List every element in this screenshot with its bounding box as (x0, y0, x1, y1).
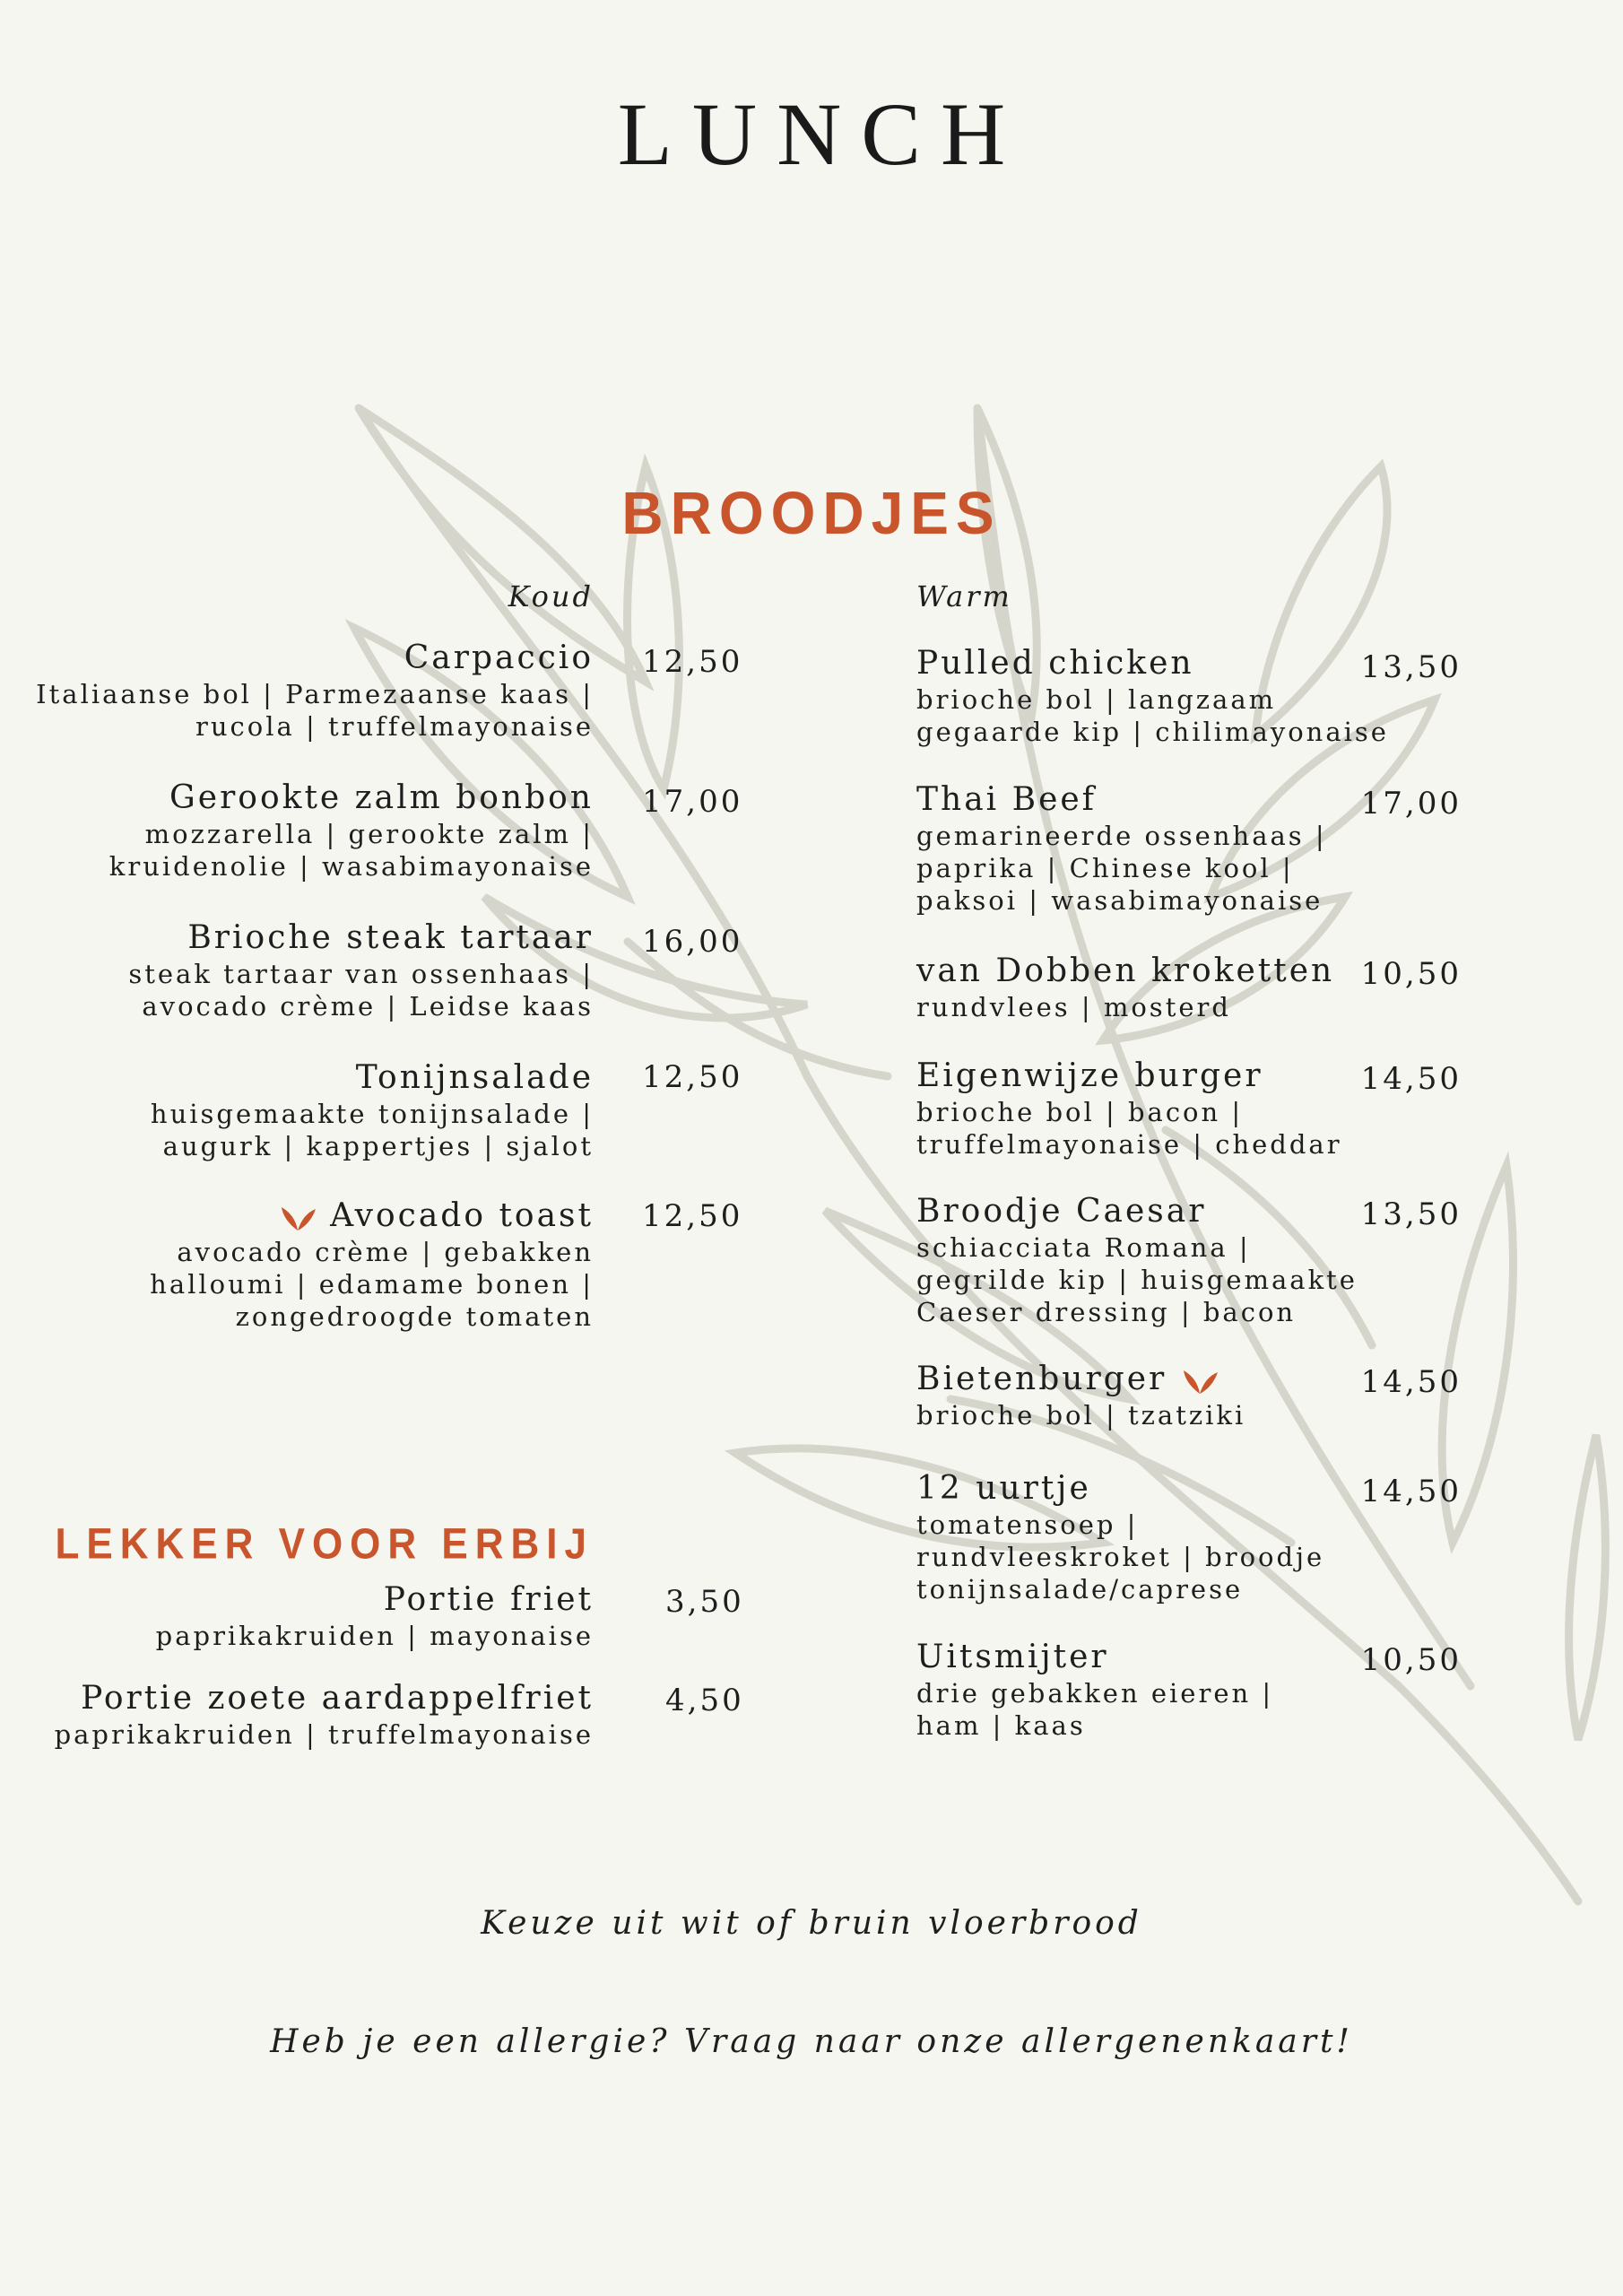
item-desc: brioche bol | langzaam (916, 684, 1277, 715)
item-name: Avocado toast (330, 1197, 594, 1234)
item-desc: steak tartaar van ossenhaas | (128, 959, 594, 989)
menu-item-bietenburger (916, 1360, 1419, 1431)
item-desc: rundvlees | mosterd (916, 992, 1231, 1022)
menu-item-broodje-caesar (916, 1192, 1419, 1328)
item-price: 13,50 (1360, 649, 1462, 685)
menu-item-portie-zoete-aardappelfriet (0, 1679, 594, 1751)
vegetarian-leaf-icon (278, 1204, 317, 1232)
item-desc: avocado crème | Leidse kaas (142, 991, 594, 1022)
page-title: LUNCH (617, 84, 1026, 184)
menu-item-avocado-toast (0, 1196, 594, 1333)
item-desc: rundvleeskroket | broodje (916, 1542, 1325, 1572)
item-name: van Dobben kroketten (916, 952, 1335, 989)
item-desc: brioche bol | tzatziki (916, 1400, 1246, 1431)
item-name: Portie zoete aardappelfriet (81, 1680, 594, 1717)
item-name: 12 uurtje (916, 1470, 1091, 1507)
warm-label: Warm (916, 579, 1012, 613)
item-price: 12,50 (642, 1198, 743, 1234)
item-price: 13,50 (1360, 1196, 1462, 1232)
item-price: 12,50 (642, 644, 743, 680)
item-name: Pulled chicken (916, 645, 1194, 682)
item-name-row (916, 1360, 1419, 1399)
item-name: Portie friet (383, 1581, 594, 1618)
menu-item-brioche-steak-tartaar (0, 918, 594, 1022)
bread-choice-note: Keuze uit wit of bruin vloerbrood (481, 1905, 1142, 1942)
menu-item-thai-beef (916, 780, 1419, 917)
item-desc: brioche bol | bacon | (916, 1097, 1244, 1127)
item-name: Uitsmijter (916, 1639, 1109, 1675)
item-desc: schiacciata Romana | (916, 1232, 1251, 1263)
item-desc: zongedroogde tomaten (235, 1301, 594, 1332)
extras-heading: LEKKER VOOR ERBIJ (55, 1519, 594, 1569)
item-name: Bietenburger (916, 1361, 1167, 1397)
item-name: Thai Beef (916, 781, 1098, 818)
item-name: Tonijnsalade (355, 1059, 594, 1096)
menu-item-portie-friet (0, 1580, 594, 1652)
item-desc: truffelmayonaise | cheddar (916, 1129, 1342, 1160)
item-desc: paprikakruiden | truffelmayonaise (54, 1719, 594, 1750)
item-desc: halloumi | edamame bonen | (150, 1269, 594, 1300)
item-price: 14,50 (1360, 1061, 1462, 1097)
item-desc: drie gebakken eieren | (916, 1678, 1274, 1709)
item-desc: gegaarde kip | chilimayonaise (916, 717, 1389, 747)
item-price: 17,00 (1360, 786, 1462, 822)
item-name: Gerookte zalm bonbon (169, 779, 594, 816)
item-price: 4,50 (665, 1683, 744, 1718)
item-price: 17,00 (642, 784, 743, 820)
item-desc: rucola | truffelmayonaise (195, 711, 594, 742)
item-name: Carpaccio (404, 639, 594, 676)
item-desc: avocado crème | gebakken (177, 1237, 594, 1267)
item-name: Eigenwijze burger (916, 1057, 1263, 1094)
vegetarian-leaf-icon (1180, 1367, 1219, 1396)
item-desc: kruidenolie | wasabimayonaise (108, 851, 594, 882)
menu-item-eigenwijze-burger (916, 1057, 1419, 1161)
item-name: Broodje Caesar (916, 1193, 1207, 1230)
item-price: 12,50 (642, 1059, 743, 1095)
item-price: 10,50 (1360, 956, 1462, 992)
item-desc: mozzarella | gerookte zalm | (144, 819, 594, 849)
item-desc: augurk | kappertjes | sjalot (162, 1131, 594, 1161)
item-desc: paprikakruiden | mayonaise (155, 1621, 594, 1651)
allergy-note: Heb je een allergie? Vraag naar onze allergenenkaart! (270, 2023, 1353, 2060)
broodjes-heading: BROODJES (621, 479, 1002, 547)
item-price: 14,50 (1360, 1474, 1462, 1509)
item-desc: gemarineerde ossenhaas | (916, 821, 1327, 851)
menu-item-gerookte-zalm-bonbon (0, 778, 594, 883)
menu-item-12-uurtje (916, 1469, 1419, 1605)
item-desc: tonijnsalade/caprese (916, 1574, 1244, 1605)
item-desc: ham | kaas (916, 1710, 1086, 1741)
item-name: Brioche steak tartaar (187, 919, 594, 956)
item-price: 14,50 (1360, 1364, 1462, 1400)
koud-label: Koud (508, 579, 594, 613)
item-price: 16,00 (642, 924, 743, 960)
item-desc: gegrilde kip | huisgemaakte (916, 1265, 1358, 1295)
item-price: 10,50 (1360, 1642, 1462, 1678)
menu-item-uitsmijter (916, 1638, 1419, 1742)
item-desc: Caeser dressing | bacon (916, 1297, 1297, 1327)
item-desc: huisgemaakte tonijnsalade | (150, 1099, 594, 1129)
menu-item-tonijnsalade (0, 1058, 594, 1162)
item-desc: paksoi | wasabimayonaise (916, 885, 1324, 916)
menu-item-pulled-chicken (916, 644, 1419, 748)
item-name-row (0, 1196, 594, 1236)
item-desc: paprika | Chinese kool | (916, 853, 1294, 883)
item-price: 3,50 (665, 1584, 744, 1620)
item-desc: tomatensoep | (916, 1509, 1139, 1540)
item-desc: Italiaanse bol | Parmezaanse kaas | (36, 679, 594, 709)
menu-item-carpaccio (0, 639, 594, 743)
menu-item-van-dobben-kroketten (916, 952, 1419, 1023)
